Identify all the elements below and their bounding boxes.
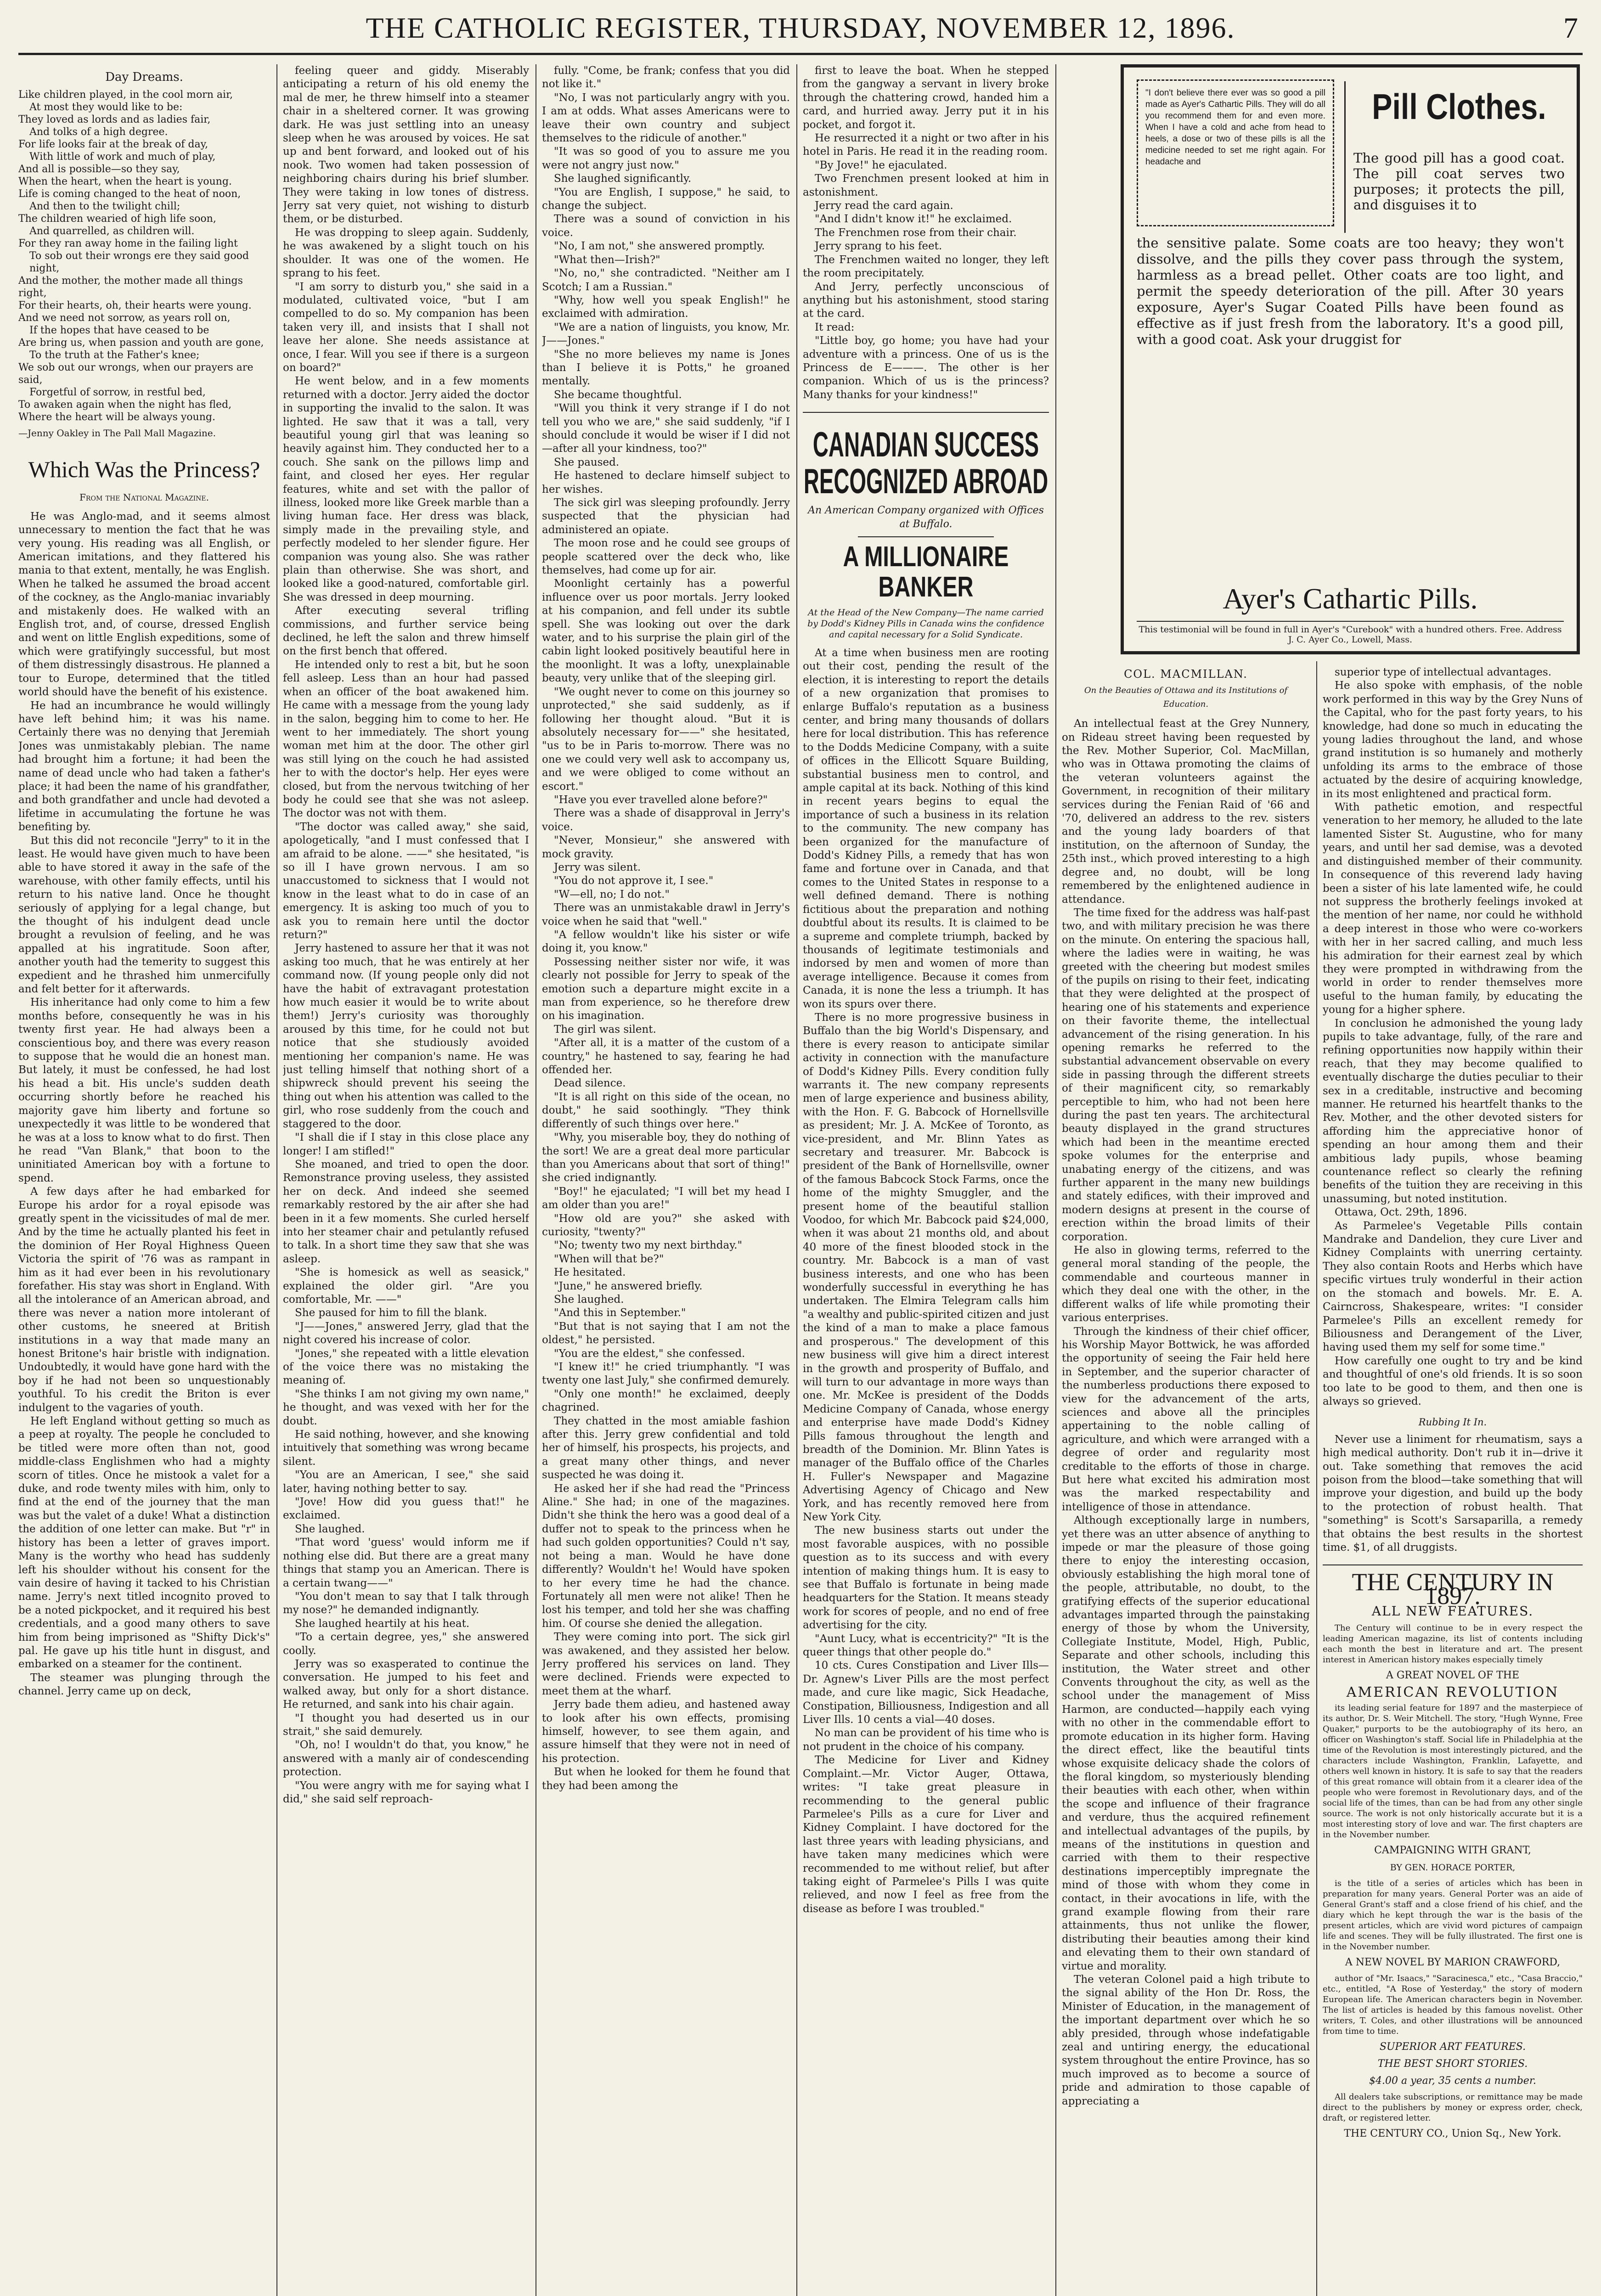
ad-body: the sensitive palate. Some coats are too heavy; they won't dissolve, and the pills they cover pass through the system, harmless as a bread pellet. Other coats are too light, and permit the speedy deterioration of the pill. After 30 years exposure, Ayer's Sugar Coated Pills have been found as effective as if just fresh from the laboratory. It's a good pill, with a good coat. Ask your druggist for <box>1137 235 1564 347</box>
paragraph: The steamer was plunging through the channel. Jerry came up on deck, <box>18 1671 270 1698</box>
century-text: its leading serial feature for 1897 and the masterpiece of its author, Dr. S. Weir Mitchell. The story, "Hugh Wynne, Free Quaker," purports to be the autobiography of its hero, an officer on Washington's staff. Social life in Philadelphia at the time of the Revolution is most interestingly pictured, and the characters include Washington, Franklin, Lafayette, and others well known in history. It is safe to say that the readers of this great romance will obtain from it a clearer idea of the people who were foremost in Revolutionary days, and of the social life of the times, than can be had from any other single source. The work is not only historically accurate but it is a most interesting story of love and war. The first chapters are in the November number. <box>1323 1703 1583 1840</box>
poem-line: And the mother, the mother made all things right, <box>18 275 243 299</box>
poem-line: Life is coming changed to the heat of noon, <box>18 188 241 200</box>
poem-line: They loved as lords and as ladies fair, <box>18 114 211 126</box>
story-body <box>18 510 270 1699</box>
paragraph: The Medicine for Liver and Kidney Complaint.—Mr. Victor Auger, Ottawa, writes: "I take great pleasure in recommending to the general public Parmelee's Pills as a cure for Liver and Kidney Complaint. I have doctored for the last three years with leading physicians, and have taken many medicines which were recommended to me without relief, but after taking eight of Parmelee's Pills I was quite relieved, and now I feel as free from the disease as before I was troubled." <box>803 1754 1049 1915</box>
paragraph: The sick girl was sleeping profoundly. Jerry suspected that the physician had administered an opiate. <box>542 497 790 536</box>
paragraph: She became thoughtful. <box>554 388 682 401</box>
story-title: Which Was the Princess? <box>28 456 260 483</box>
poem-line: When the heart, when the heart is young. <box>18 176 232 188</box>
column-1 <box>18 64 270 2296</box>
century-heading: THE BEST SHORT STORIES. <box>1377 2058 1528 2070</box>
paragraph: "No; twenty two my next birthday." <box>554 1239 743 1252</box>
paragraph: Jerry was so exasperated to continue the conversation. He jumped to his feet and walked away, but only for a short distance. He returned, and sank into his chair again. <box>283 1658 529 1711</box>
sarsaparilla-notice <box>1323 1433 1583 1555</box>
paragraph: In conclusion he admonished the young lady pupils to take advantage, fully, of the rare and refining opportunities now happily within their reach, that they may become qualified to eventually discharge the duties peculiar to their sex in a creditable, instructive and becoming manner. He returned his heartfelt thanks to the Rev. Mother, and the other devoted sisters for affording him the appreciative honor of spending an hour among them and their ambitious lady pupils, whose beaming countenance reflect so clearly the refining benefits of the tuition they are receiving in this unassuming, but noted institution. <box>1323 1017 1583 1205</box>
paragraph: Two Frenchmen present looked at him in astonishment. <box>803 173 1049 198</box>
column-4 <box>803 64 1049 2296</box>
paragraph: He resurrected it a night or two after in his hotel in Paris. He read it in the reading room. <box>803 132 1049 158</box>
poem-line: Like children played, in the cool morn air, <box>18 89 233 101</box>
paragraph: They were coming into port. The sick girl was awakened, and they assisted her below. Jerry proffered his services on land. They were declined. Friends were expected to meet them at the wharf. <box>542 1631 790 1697</box>
paragraph: "Little boy, go home; you have had your adventure with a princess. One of us is the Princess de E———. The other is her companion. Which of us is the princess? Many thanks for your kindness!" <box>803 335 1049 401</box>
ad-divider <box>1344 81 1346 233</box>
paragraph: There was a shade of disapproval in Jerry's voice. <box>542 807 790 833</box>
century-text: The Century will continue to be in every respect the leading American magazine, its list of contents including each month the best in literature and art. The present interest in American history makes especially timely <box>1323 1623 1583 1665</box>
paragraph: "I thought you had deserted us in our strait," she said demurely. <box>283 1712 529 1738</box>
century-advertisement <box>1323 1568 1583 2140</box>
poem-line: To awaken again when the night has fled, <box>18 399 232 411</box>
paragraph: As Parmelee's Vegetable Pills contain Mandrake and Dandelion, they cure Liver and Kidney Complaints with unerring certainty. They also contain Roots and Herbs which have specific virtues truly wonderful in their action on the stomach and bowels. Mr. E. A. Cairncross, Shakespeare, writes: "I consider Parmelee's Pills an excellent remedy for Biliousness and Derangement of the Liver, having used them my self for some time." <box>1323 1220 1583 1354</box>
century-heading: AMERICAN REVOLUTION <box>1346 1684 1559 1701</box>
separator <box>803 412 1049 413</box>
paragraph: fully. "Come, be frank; confess that you did not like it." <box>542 65 790 90</box>
paragraph: He was dropping to sleep again. Suddenly, he was awakened by a slight touch on his shoulder. It was one of the women. He sprang to his feet. <box>283 226 529 280</box>
paragraph: "How old are you?" she asked with curiosity, "twenty?" <box>542 1212 790 1238</box>
century-subtitle: ALL NEW FEATURES. <box>1371 1604 1534 1619</box>
paragraph: 10 cts. Cures Constipation and Liver Ills—Dr. Agnew's Liver Pills are the most perfect made, and cure like magic, Sick Headache, Constipation, Billiousness, Indigestion and all Liver Ills. 10 cents a vial—40 doses. <box>803 1660 1049 1726</box>
paragraph: Jerry read the card again. <box>815 200 953 212</box>
paragraph: "After all, it is a matter of the custom of a country," he hastened to say, fearing he had offended her. <box>542 1037 790 1076</box>
poem-line: Where the heart will be always young. <box>18 411 215 423</box>
paragraph: The new business starts out under the most favorable auspices, with no possible question as to its success and with every intention of making things hum. It is easy to see that Buffalo is fortunate in being made headquarters for the Station. It means steady work for scores of people, and no end of free advertising for the city. <box>803 1525 1049 1632</box>
poem-line: If the hopes that have ceased to be <box>29 325 209 337</box>
poem-line: And then to the twilight chill; <box>29 201 180 213</box>
century-heading: SUPERIOR ART FEATURES. <box>1379 2041 1526 2053</box>
paragraph: He had an incumbrance he would willingly have left behind him; it was his name. Certainly there was no denying that Jeremiah Jones was unmistakably plebian. The name had brought him a fortune; it had been the name of dead uncle who had taken a father's place; it had been the name of his grandfather, and both grandfather and uncle had devoted a lifetime in accumulating the fortune he was benefiting by. <box>18 699 270 833</box>
paragraph: He asked her if she had read the "Princess Aline." She had; in one of the magazines. Didn't she think the hero was a good deal of a duffer not to speak to the princess when he had such golden opportunities? Could n't say, not being a man. Would he have done differently? Wouldn't he! Would have spoken to her every time he had the chance. Fortunately all men were not alike! Then he lost his temper, and told her she was chaffing him. Of course she denied the allegation. <box>542 1482 790 1630</box>
headline-millionaire-banker: A MILLIONAIRE BANKER <box>843 540 1009 603</box>
century-heading: CAMPAIGNING WITH GRANT, <box>1374 1845 1531 1857</box>
paragraph: "You don't mean to say that I talk through my nose?" he demanded indignantly. <box>283 1590 529 1616</box>
paragraph: Possessing neither sister nor wife, it was clearly not possible for Jerry to speak of the emotion such a departure might excite in a man from experience, so he therefore drew on his imagination. <box>542 956 790 1022</box>
paragraph: There was an unmistakable drawl in Jerry's voice when he said that "well." <box>542 902 790 928</box>
masthead <box>18 5 1583 55</box>
paragraph: "We are a nation of linguists, you know, Mr. J——Jones." <box>542 321 790 347</box>
paragraph: Jerry was silent. <box>554 861 641 873</box>
paragraph: "It is all right on this side of the ocean, no doubt," he said soothingly. "They think differently of such things over here." <box>542 1091 790 1130</box>
poem-line: And we need not sorrow, as years roll on, <box>18 312 231 324</box>
century-heading: A NEW NOVEL BY MARION CRAWFORD, <box>1345 1957 1561 1969</box>
story-body-continued <box>283 64 529 1806</box>
deck-ottawa: On the Beauties of Ottawa and its Institutions of Education. <box>1084 686 1288 709</box>
paragraph: "That word 'guess' would inform me if nothing else did. But there are a great many things that stamp you an American. There is a certain twang——" <box>283 1536 529 1589</box>
column-rule <box>1316 661 1317 2296</box>
paragraph: He left England without getting so much as a peep at royalty. The people he concluded to be titled were more often than not, good middle-class Englishmen who had a mighty scorn of titles. Once he mistook a valet for a duke, and rode twenty miles with him, only to find at the end of the journey that the man was but the valet of a duke! What a distinction the addition of one letter can make. But "r" in history has been a letter of graves import. Many is the worthy who head has suddenly left his shoulder without his consent for the vain desire of having it tacked to his Christian name. Jerry's next titled incognito proved to be a noted pickpocket, and it required his best credentials, and a good many others to save him from being imprisoned as "Shifty Dick's" pal. He gave up his title hunt in disgust, and embarked on a steamer for the continent. <box>18 1415 270 1671</box>
paragraph: But this did not reconcile "Jerry" to it in the least. He would have given much to have been able to have stored it away in the safe of the warehouse, with other family effects, until his return to his native land. Once he thought seriously of applying for a legal change, but the thought of his indulgent dead uncle brought a revulsion of feeling, and he was appalled at his ingratitude. Soon after, another youth had the temerity to suggest this expedient and he thrashed him unmercifully and felt better for it afterwards. <box>18 834 270 996</box>
century-title: THE CENTURY IN 1897. <box>1352 1568 1554 1609</box>
paragraph: Never use a liniment for rheumatism, says a high medical authority. Don't rub it in—drive it out. Take something that removes the acid poison from the blood—take something that will improve your digestion, and build up the body to the protection of robust health. That "something" is Scott's Sarsaparilla, a remedy that obtains the best results in the shortest time. $1, of all druggists. <box>1323 1433 1583 1553</box>
column-rule <box>276 64 277 2296</box>
paragraph: He said nothing, however, and she knowing intuitively that something was wrong became silent. <box>283 1429 529 1468</box>
column-3 <box>542 64 790 2296</box>
poem-line: And all is possible—so they say, <box>18 163 180 175</box>
paragraph: A few days after he had embarked for Europe his ardor for a royal episode was greatly spent in the vicissitudes of mal de mer. And by the time he actually planted his feet in the dominion of Her Royal Highness Queen Victoria the spirit of '76 was as rampant in him as it had ever been in his revolutionary forefather. His stay was short in England. With all the intolerance of an American abroad, and there was never a nation more intolerant of other customs, he sneered at British institutions in a way that made many an honest Britone's hair bristle with indignation. Undoubtedly, it would have gone hard with the boy if he had not been so unquestionably youthful. To his credit the Briton is ever indulgent to the vagaries of youth. <box>18 1186 270 1414</box>
paragraph: "I knew it!" he cried triumphantly. "I was twenty one last July," she confirmed demurely. <box>542 1361 790 1387</box>
poem-line: And tolks of a high degree. <box>29 126 168 138</box>
poem-line: For their hearts, oh, their hearts were young. <box>18 300 252 312</box>
paragraph: first to leave the boat. When he stepped from the gangway a servant in livery broke through the chattering crowd, handed him a card, and hurried away. Jerry put it in his pocket, and forgot it. <box>803 65 1049 131</box>
paragraph: But when he looked for them he found that they had been among the <box>542 1766 790 1792</box>
paragraph: She paused. <box>554 456 620 468</box>
subhead-rubbing-it-in: Rubbing It In. <box>1418 1417 1487 1428</box>
paragraph: "You do not approve it, I see." <box>554 875 714 887</box>
paragraph: The time fixed for the address was half-past two, and with military precision he was there on the minute. On entering the spacious hall, where the ladies were in waiting, he was greeted with the cheering but modest smiles of the pupils on rising to their feet, indicating that they were delighted at the prospect of hearing one of his statements and experience on their favorite theme, the intellectual advancement of the rising generation. In his opening remarks he referred to the substantial advancement observable on every side in passing through the different streets of their magnificent city, so remarkably perceptible to him, who had not been here during the past ten years. The architectural beauty displayed in the grand structures which had been in the meantime erected spoke volumes for the enterprise and unabating energy of the citizens, and was further apparent in the many new buildings and stately edifices, with their improved and modern designs at present in the course of erection within the broad limits of their corporation. <box>1062 906 1310 1243</box>
paragraph: It read: <box>815 321 855 333</box>
paragraph: "You are English, I suppose," he said, to change the subject. <box>542 186 790 212</box>
poem-line: To sob out their wrongs ere they said good night, <box>29 250 249 275</box>
poem-line: Are bring us, when passion and youth are gone, <box>18 337 264 349</box>
paragraph: At a time when business men are rooting out their cost, pending the result of the election, it is interesting to report the details of a new organization that promises to enlarge Buffalo's reputation as a business center, and bring many thousands of dollars here for local distribution. This has reference to the Dodds Medicine Company, with a suite of offices in the Ellicott Square Building, substantial business men to control, and ample capital at its back. Nothing of this kind in recent years begins to equal the importance of such a business in its relation to the community. The new company has been organized for the manufacture of Dodd's Kidney Pills, a remedy that has won fame and fortune over in Canada, and that comes to the United States in response to a well defined demand. There is nothing fictitious about the preparation and nothing doubtful about its results. It is claimed to be a supreme and complete triumph, backed by thousands of legitimate testimonials and indorsed by men and women of more than average intelligence. Because it comes from Canada, it is none the less a triumph. It has won its spurs over there. <box>803 647 1049 1010</box>
century-heading: BY GEN. HORACE PORTER, <box>1390 1862 1516 1873</box>
paragraph: There is no more progressive business in Buffalo than the big World's Dispensary, and there is every reason to anticipate similar activity in connection with the manufacture of Dodd's Kidney Pills. Every condition fully warrants it. The new company represents men of large experience and business ability, with the Hon. F. G. Babcock of Hornellsville as president; Mr. J. A. McKee of Toronto, as vice-president, and Mr. Blinn Yates as secretary and treasurer. Mr. Babcock is president of the Bank of Hornellsville, owner of the famous Babcock Stock Farms, once the home of the mighty Smuggler, and the present home of the beautiful stallion Voodoo, for which Mr. Babcock paid $24,000, when it was about 21 months old, and about 40 more of the finest blooded stock in the country. Mr. Babcock is a man of vast business interests, and one who has been wonderfully successful in everything he has undertaken. The Elmira Telegram calls him "a wealthy and public-spirited citizen and just the kind of a man to make a place famous and prosperous." The development of this new business will give him a direct interest in the growth and prosperity of Buffalo, and will turn to our advantage in more ways than one. Mr. McKee is president of the Dodds Medicine Company of Canada, whose energy and enterprise have made Dodd's Kidney Pills famous throughout the length and breadth of the Dominion. Mr. Blinn Yates is manager of the Buffalo office of the Charles H. Fuller's Newspaper and Magazine Advertising Agency of Chicago and New York, and has recently removed here from New York City. <box>803 1011 1049 1523</box>
paragraph: "A fellow wouldn't like his sister or wife doing it, you know." <box>542 929 790 955</box>
column-2 <box>283 64 529 2296</box>
paragraph: "Only one month!" he exclaimed, deeply chagrined. <box>542 1388 790 1414</box>
poem-title: Day Dreams. <box>105 70 183 84</box>
paragraph: The moon rose and he could see groups of people scattered over the deck who, like themselves, had come up for air. <box>542 537 790 577</box>
ad-footnote: This testimonial will be found in full in Ayer's "Curebook" with a hundred others. Free. Address J. C. Ayer Co., Lowell, Mass. <box>1137 621 1564 645</box>
paragraph: "I shall die if I stay in this close place any longer! I am stifled!" <box>283 1131 529 1157</box>
deck-american-company: An American Company organized with Offices at Buffalo. <box>808 505 1044 530</box>
poem <box>18 89 270 423</box>
paragraph: She laughed significantly. <box>554 173 692 185</box>
paragraph: "W—ell, no; I do not." <box>554 888 670 900</box>
article-body <box>1062 717 1310 2108</box>
paragraph: His inheritance had only come to him a few months before, consequently he was in his twenty first year. He had always been a conscientious boy, and there was every reason to suppose that he would die an honest man. But lately, it must be confessed, he had lost his head a bit. His uncle's sudden death occurring shortly before he reached his majority gave him liberty and fortune so unexpectedly it was little to be wondered that he was at a loss to know what to do first. Then he read "Van Blank," that boon to the uninitiated American boy with a fortune to spend. <box>18 996 270 1184</box>
paragraph: He also spoke with emphasis, of the noble work performed in this way by the Grey Nuns of the Capital, who for the past forty years, to his knowledge, had done so much in educating the young ladies throughout the land, and whose grand institution is so humanely and motherly unfolding its arms to the embrace of those actuated by the desire of acquiring knowledge, in its most enlightened and practical form. <box>1323 680 1583 800</box>
paragraph: There was a sound of conviction in his voice. <box>542 213 790 239</box>
paragraph: "No, no," she contradicted. "Neither am I Scotch; I am a Russian." <box>542 267 790 293</box>
article-body-continued <box>1323 666 1583 1408</box>
paragraph: Moonlight certainly has a powerful influence over us poor mortals. Jerry looked at his companion, and fell under its subtle spell. She was looking out over the dark water, and to his surprise the plain girl of the cabin light looked positively beautiful here in the moonlight. It was a lofty, unexplainable beauty, very unlike that of the sleeping girl. <box>542 578 790 685</box>
paragraph: feeling queer and giddy. Miserably anticipating a return of his old enemy the mal de mer, he threw himself into a steamer chair in a sheltered corner. It was growing dark. He was just settling into an uneasy sleep when he was aroused by voices. He sat up and bent forward, and looked out of his nook. Two women had taken possession of neighboring chairs during his brief slumber. They were taking in low tones of distress. Jerry sat very quiet, not wishing to disturb them, or be disturbed. <box>283 65 529 225</box>
paragraph: The veteran Colonel paid a high tribute to the signal ability of the Hon Dr. Ross, the Minister of Education, in the management of the important department over which he so ably presided, through whose indefatigable zeal and untiring energy, the educational system throughout the entire Province, has so much improved as to become a source of pride and admiration to those capable of appreciating a <box>1062 1974 1310 2107</box>
paragraph: "And this in September." <box>554 1307 686 1319</box>
paragraph: "Jones," she repeated with a little elevation of the voice there was no mistaking the meaning of. <box>283 1347 529 1387</box>
paragraph: "But that is not saying that I am not the oldest," he persisted. <box>542 1320 790 1346</box>
poem-line: For they ran away home in the failing light <box>18 238 238 250</box>
column-6 <box>1323 666 1583 2296</box>
paragraph: "No, I was not particularly angry with you. I am at odds. What asses Americans were to leave their own country and subject themselves to the ridicule of another." <box>542 91 790 145</box>
paragraph: "It was so good of you to assure me you were not angry just now." <box>542 146 790 171</box>
paragraph: She laughed. <box>554 1293 624 1306</box>
paragraph: How carefully one ought to try and be kind and thoughtful of one's old friends. It is so soon too late to be good to them, and then one is always so grieved. <box>1323 1355 1583 1407</box>
paragraph: "No, I am not," she answered promptly. <box>554 240 765 253</box>
paragraph: superior type of intellectual advantages. <box>1335 666 1552 678</box>
story-ending <box>803 64 1049 402</box>
paragraph: He went below, and in a few moments returned with a doctor. Jerry aided the doctor in supporting the invalid to the salon. It was lighted. He saw that it was a tall, very beautiful young girl that was leaning so heavily against him. They conducted her to a couch. She sank on the pillows limp and faint, and closed her eyes. Her regular features, white and set with the pallor of illness, looked more like Greek marble than a living human face. Her dress was black, simply made in the prevailing style, and perfectly modeled to her slender figure. Her companion was young also. She was rather plain than otherwise. She was short, and looked like a good-natured, comfortable girl. She was dressed in deep mourning. <box>283 375 529 603</box>
century-text: is the title of a series of articles which has been in preparation for many years. General Porter was an aide of General Grant's staff and a close friend of his chief, and the diary which he kept through the war is the basis of the present articles, which are vivid word pictures of campaign life and scenes. They will be fully illustrated. The first one is in the November number. <box>1323 1879 1583 1952</box>
paragraph: "The doctor was called away," she said, apologetically, "and I must confessed that I am afraid to be alone. ——" she hesitated, "is so ill I have grown nervous. I am so unaccustomed to sickness that I would not know in the least what to do in case of an emergency. It is asking too much of you to ask you to remain here until the doctor return?" <box>283 821 529 941</box>
century-heading: A GREAT NOVEL OF THE <box>1386 1669 1520 1681</box>
century-text: author of "Mr. Isaacs," "Saracinesca," etc., "Casa Braccio," etc., entitled, "A Rose of Yesterday," the story of modern European life. The American characters begin in November. The list of articles is headed by this famous novelist. Other writers, T. Coles, and other illustrations will be announced from time to time. <box>1323 1973 1583 2036</box>
poem-line: To the truth at the Father's knee; <box>29 349 200 361</box>
paragraph: "She no more believes my name is Jones than I believe it is Potts," he groaned mentally. <box>542 348 790 388</box>
paragraph: The girl was silent. <box>554 1023 656 1035</box>
paragraph: "J——Jones," answered Jerry, glad that the night covered his increase of color. <box>283 1320 529 1346</box>
paragraph: "Aunt Lucy, what is eccentricity?" "It is the queer things that other people do." <box>803 1632 1049 1659</box>
paragraph: "You are the eldest," she confessed. <box>554 1347 745 1360</box>
paragraph: "Have you ever travelled alone before?" <box>554 793 768 806</box>
poem-line: And quarrelled, as children will. <box>29 225 195 237</box>
paragraph: The Frenchmen rose from their chair. <box>815 226 1017 239</box>
headline-canadian-success: CANADIAN SUCCESS RECOGNIZED ABROAD <box>803 425 1049 501</box>
paragraph: "Why, how well you speak English!" he exclaimed with admiration. <box>542 294 790 320</box>
poem-line: At most they would like to be: <box>29 101 183 113</box>
paragraph: "To a certain degree, yes," she answered coolly. <box>283 1631 529 1657</box>
story-source: From the National Magazine. <box>79 492 209 503</box>
paragraph: With pathetic emotion, and respectful veneration to her memory, he alluded to the late lamented Sister St. Augustine, who for many years, and until her sad demise, was a devoted and distinguished member of their community. In consequence of this reverend lady having been a sister of his late lamented wife, he could not suppress the brotherly feelings invoked at the mention of her name, nor could he withhold a deep interest in those who were co-workers with her in her sacred calling, and much less his admiration for their earnest zeal by which they were prompted in withdrawing from the world in order to render themselves more useful to the human family, by educating the young for a higher sphere. <box>1323 801 1583 1016</box>
paragraph: And Jerry, perfectly unconscious of anything but his astonishment, stood staring at the card. <box>803 281 1049 320</box>
story-body-continued <box>542 64 790 1793</box>
paragraph: "She is homesick as well as seasick," explained the older girl. "Are you comfortable, Mr. ——" <box>283 1266 529 1306</box>
paragraph: Dead silence. <box>554 1077 626 1090</box>
paragraph: "June," he answered briefly. <box>554 1280 703 1292</box>
separator <box>858 536 994 537</box>
poem-line: Forgetful of sorrow, in restful bed, <box>29 387 206 399</box>
paragraph: "What then—Irish?" <box>554 253 660 266</box>
paragraph: He intended only to rest a bit, but he soon fell asleep. Less than an hour had passed when an officer of the boat awakened him. He came with a message from the young lady in the salon, begging him to come to her. He went to her immediately. The short young woman met him at the door. The other girl was still lying on the couch he had assisted her to with the doctor's help. Her eyes were closed, but from the nervous twitching of her body he could see that she was not asleep. The doctor was not with them. <box>283 658 529 820</box>
headline-col-macmillan: COL. MACMILLAN. <box>1124 668 1248 681</box>
poem-line: We sob out our wrongs, when our prayers are said, <box>18 362 254 386</box>
column-5 <box>1062 666 1310 2296</box>
paragraph: "Why, you miserable boy, they do nothing of the sort! We are a great deal more particular than you Americans about that sort of thing!" she cried indignantly. <box>542 1131 790 1184</box>
century-price: $4.00 a year, 35 cents a number. <box>1369 2075 1536 2087</box>
century-publisher: THE CENTURY CO., Union Sq., New York. <box>1344 2127 1562 2139</box>
page-number: 7 <box>1563 11 1578 44</box>
paragraph: "I am sorry to disturb you," she said in a modulated, cultivated voice, "but I am compelled to do so. My companion has been taken very ill, and insists that I shall not leave her alone. She needs assistance at once, I fear. Will you see if there is a surgeon on board?" <box>283 281 529 374</box>
paragraph: Although exceptionally large in numbers, yet there was an utter absence of anything to impede or mar the pleasure of those going there to enjoy the interesting occasion, obviously establishing the high moral tone of the people, attributable, no doubt, to the gratifying effects of the superior educational advantages imparted through the painstaking energy of those by whom the University, Collegiate Institute, Model, High, Public, Separate and other schools, including this institution, the Water street and other Convents throughout the city, as well as the school under the management of Miss Harmon, are conducted—happily each vying with no other in the commendable effort to promote education in its higher form. Having the direct effect, like the beautiful tints whose exquisite delicacy shade the colors of the floral kingdom, so mysteriously blending their beauties with each other, when within the scope and influence of their fragrance and verdure, thus the acquired refinement and intellectual advantages of the pupils, by means of the institutions in question and carried with them to their respective destinations imperceptibly impregnate the mind of those with whom they come in contact, in their avocations in life, with the grand example flowing from their rare attainments, thus not unlike the flower, distributing their beauties among their kind and elevating them to their own standard of virtue and morality. <box>1062 1514 1310 1972</box>
paragraph: Jerry bade them adieu, and hastened away to look after his own effects, promising himself, however, to see them again, and assure himself that they were not in need of his protection. <box>542 1699 790 1765</box>
paragraph: The Frenchmen waited no longer, they left the room precipitately. <box>803 253 1049 280</box>
newspaper-title: THE CATHOLIC REGISTER, THURSDAY, NOVEMBER 12, 1896. <box>366 11 1235 44</box>
paragraph: "By Jove!" he ejaculated. <box>815 159 947 171</box>
article-body <box>803 647 1049 1916</box>
paragraph: They chatted in the most amiable fashion after this. Jerry grew confidential and told her of himself, his prospects, his projects, and a great many other things, and never suspected he was doing it. <box>542 1415 790 1481</box>
paragraph: "You are an American, I see," she said later, having nothing better to say. <box>283 1469 529 1495</box>
ad-intro: The good pill has a good coat. The pill coat serves two purposes; it protects the pill, and disguises it to <box>1353 150 1565 213</box>
paragraph: He hesitated. <box>554 1266 626 1279</box>
paragraph: She laughed. <box>295 1523 365 1535</box>
poem-line: For life looks fair at the break of day, <box>18 139 209 151</box>
paragraph: She laughed heartily at his heat. <box>295 1617 470 1630</box>
paragraph: "And I didn't know it!" he exclaimed. <box>815 213 1012 225</box>
paragraph: No man can be provident of his time who is not prudent in the choice of his company. <box>803 1727 1049 1753</box>
ad-brand: Ayer's Cathartic Pills. <box>1223 582 1478 615</box>
ad-title: Pill Clothes. <box>1372 86 1546 127</box>
century-text: All dealers take subscriptions, or remittance may be made direct to the publishers by money or express order, check, draft, or registered letter. <box>1323 2092 1583 2123</box>
paragraph: "Never, Monsieur," she answered with mock gravity. <box>542 834 790 860</box>
testimonial-quote: "I don't believe there ever was so good a pill made as Ayer's Cathartic Pills. They will do all you recommend them for and even more. When I have a cold and ache from head to heels, a dose or two of these pills is all the medicine needed to set me right again. For headache and <box>1137 79 1334 226</box>
paragraph: After executing several trifling commissions, and further service being declined, he left the salon and threw himself on the first bench that offered. <box>283 605 529 658</box>
paragraph: "Will you think it very strange if I do not tell you who we are," she said suddenly, "if I should conclude it would be wiser if I did not—after all your kindness, too?" <box>542 402 790 455</box>
paragraph: "When will that be?" <box>554 1253 664 1265</box>
paragraph: He was Anglo-mad, and it seems almost unnecessary to mention the fact that he was very young. His reading was all English, or American imitations, and they flattered his mania to that extent, mentally, he was English. When he talked he assumed the broad accent of the cockney, as the Anglo-maniac invariably and mistakenly does. He walked with an English trot, and, of course, dressed English and went on little English expeditions, some of which were gratifyingly successful, but most of them distressingly disastrous. He planned a tour to Europe, determined that the titled world should have the benefit of his existence. <box>18 510 270 698</box>
paragraph: Jerry sprang to his feet. <box>815 240 942 253</box>
paragraph: Jerry hastened to assure her that it was not asking too much, that he was entirely at her command now. (If young people only did not have the habit of extravagant protestation how much easier it would be to write about them!) Jerry's curiosity was thoroughly aroused by this time, for he could not but notice that she studiously avoided mentioning her companion's name. He was just telling himself that nothing short of a shipwreck should prevent his seeing the thing out when his attention was called to the girl, who rose suddenly from the couch and staggered to the door. <box>283 942 529 1130</box>
paragraph: "Oh, no! I wouldn't do that, you know," he answered with a manly air of condescending protection. <box>283 1739 529 1778</box>
paragraph: She paused for him to fill the blank. <box>295 1307 487 1319</box>
paragraph: "She thinks I am not giving my own name," he thought, and was vexed with her for the doubt. <box>283 1388 529 1427</box>
paragraph: She moaned, and tried to open the door. Remonstrance proving useless, they assisted her on deck. And indeed she seemed remarkably restored by the air after she had been in it a few moments. She curled herself into her steamer chair and petulantly refused to talk. In a short time they saw that she was asleep. <box>283 1158 529 1265</box>
poem-line: With little of work and much of play, <box>29 151 216 163</box>
paragraph: Ottawa, Oct. 29th, 1896. <box>1335 1206 1467 1219</box>
paragraph: Through the kindness of their chief officer, his Worship Mayor Bottwick, he was afforded the opportunity of seeing the Fair held here in September, and the superior character of the numberless productions there exposed to view for the advancement of the arts, sciences and above all the principles appertaining to the noble calling of agriculture, and which were arranged with a degree of order and regularity most creditable to the efforts of those in charge. But here what excited his admiration most was the marked respectability and intelligence of those in attendance. <box>1062 1325 1310 1513</box>
column-rule <box>796 64 797 2296</box>
paragraph: "You were angry with me for saying what I did," she said self reproach- <box>283 1779 529 1805</box>
separator <box>1323 1564 1583 1565</box>
paragraph: "We ought never to come on this journey so unprotected," she said suddenly, as if following her thought aloud. "But it is absolutely necessary for——" she hesitated, "us to be in Paris to-morrow. There was no one we could very well ask to accompany us, and we were obliged to come without an escort." <box>542 686 790 793</box>
poem-line: The children wearied of high life soon, <box>18 213 216 225</box>
deck-new-company: At the Head of the New Company—The name carried by Dodd's Kidney Pills in Canada wins the confidence and capital necessary for a Solid Syndicate. <box>807 607 1044 640</box>
paragraph: He also in glowing terms, referred to the general moral standing of the people, the commendable and courteous manner in which they deal one with the other, in the different walks of life while promoting their various enterprises. <box>1062 1244 1310 1324</box>
column-rule <box>1055 64 1056 2296</box>
paragraph: He hastened to declare himself subject to her wishes. <box>542 470 790 495</box>
paragraph: An intellectual feast at the Grey Nunnery, on Rideau street having been requested by the Rev. Mother Superior, Col. MacMillan, who was in Ottawa promoting the claims of the veteran volunteers against the Government, in recognition of their military services during the Fenian Raid of '66 and '70, delivered an address to the rev. sisters and the young lady boarders of that institution, on the afternoon of Sunday, the 25th inst., which proved interesting to a high degree and, no doubt, will be long remembered by the enlightened audience in attendance. <box>1062 718 1310 906</box>
paragraph: "Boy!" he ejaculated; "I will bet my head I am older than you are!" <box>542 1185 790 1211</box>
poem-signature: —Jenny Oakley in The Pall Mall Magazine. <box>18 428 216 439</box>
paragraph: "Jove! How did you guess that!" he exclaimed. <box>283 1496 529 1522</box>
ayers-pills-advertisement <box>1121 64 1580 654</box>
